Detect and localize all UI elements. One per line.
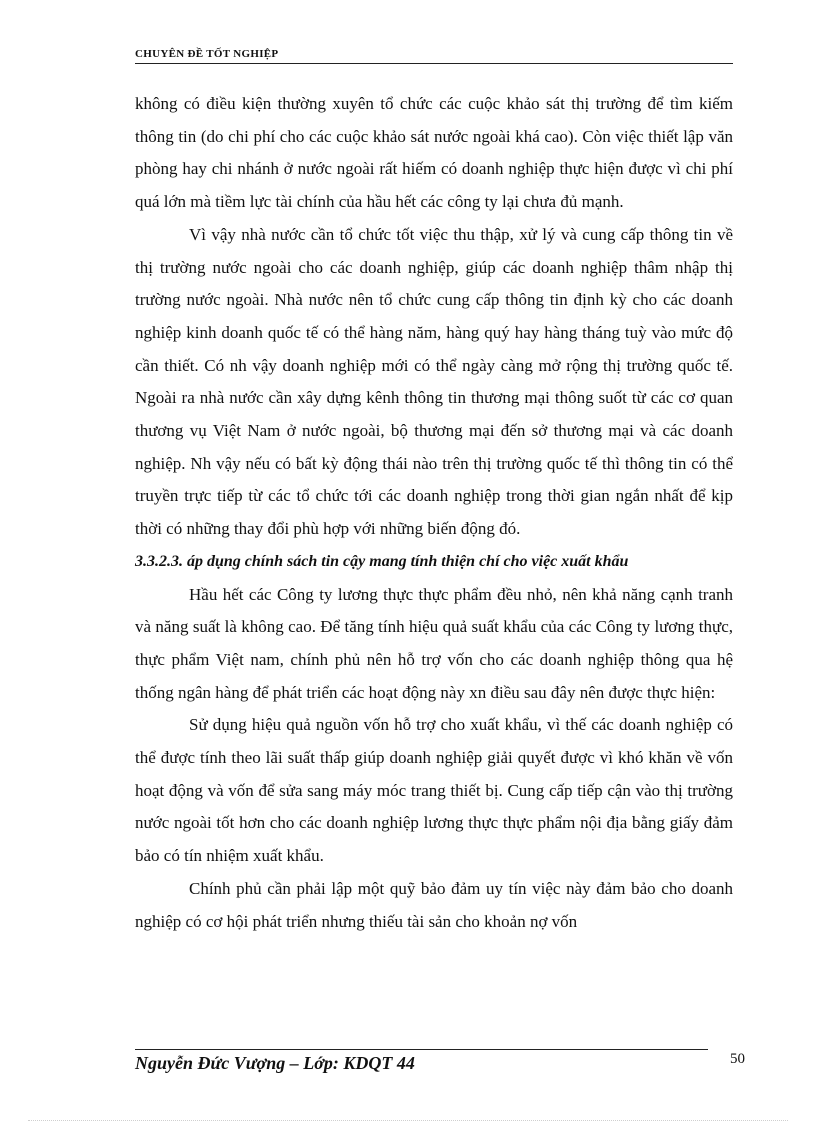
paragraph-2: Vì vậy nhà nước cần tổ chức tốt việc thu thập, xử lý và cung cấp thông tin về thị trường nước ngoài cho các doanh nghiệp, giúp các doanh nghiệp thâm nhập thị trường nước ngoài. Nhà nước nên tổ chức cung cấp thông tin định kỳ cho các doanh nghiệp kinh doanh quốc tế có thể hàng năm, hàng quý hay hàng tháng tuỳ vào mức độ cần thiết. Có nh vậy doanh nghiệp mới có thể ngày càng mở rộng thị trường quốc tế. Ngoài ra nhà nước cần xây dựng kênh thông tin thương mại thông suốt từ các cơ quan thương vụ Việt Nam ở nước ngoài, bộ thương mại đến sở thương mại và các doanh nghiệp. Nh vậy nếu có bất kỳ động thái nào trên thị trường quốc tế thì thông tin có thể truyền trực tiếp từ các tổ chức tới các doanh nghiệp trong thời gian ngắn nhất để kịp thời có những thay đổi phù hợp với những biến động đó. (135, 224, 733, 539)
paragraph-5: Chính phủ cần phải lập một quỹ bảo đảm uy tín việc này đảm bảo cho doanh nghiệp có cơ hội phát triển nhưng thiếu tài sản cho khoản nợ vốn (135, 878, 733, 931)
footer-author: Nguyễn Đức Vượng – Lớp: KDQT 44 (135, 1053, 415, 1073)
body-text (135, 88, 733, 938)
paragraph-1: không có điều kiện thường xuyên tổ chức các cuộc khảo sát thị trường để tìm kiếm thông tin (do chi phí cho các cuộc khảo sát nước ngoài khá cao). Còn việc thiết lập văn phòng hay chi nhánh ở nước ngoài rất hiếm có doanh nghiệp thực hiện được vì chi phí quá lớn mà tiềm lực tài chính của hầu hết các công ty lại chưa đủ mạnh. (135, 94, 733, 212)
paragraph-4: Sử dụng hiệu quả nguồn vốn hỗ trợ cho xuất khẩu, vì thế các doanh nghiệp có thể được tính theo lãi suất thấp giúp doanh nghiệp giải quyết được vì khó khăn về vốn hoạt động và vốn để sửa sang máy móc trang thiết bị. Cung cấp tiếp cận vào thị trường nước ngoài tốt hơn cho các doanh nghiệp lương thực thực phẩm nội địa bằng giấy đảm bảo có tín nhiệm xuất khẩu. (135, 715, 733, 866)
page-edge-dotted-line (28, 1120, 788, 1121)
page-number: 50 (730, 1051, 745, 1067)
footer-divider (135, 1049, 708, 1050)
paragraph-3: Hầu hết các Công ty lương thực thực phẩm đều nhỏ, nên khả năng cạnh tranh và năng suất là không cao. Để tăng tính hiệu quả suất khẩu của các Công ty lương thực, thực phẩm Việt nam, chính phủ nên hỗ trợ vốn cho các doanh nghiệp thông qua hệ thống ngân hàng để phát triển các hoạt động này xn điều sau đây nên được thực hiện: (135, 584, 733, 702)
section-heading: 3.3.2.3. áp dụng chính sách tin cậy mang tính thiện chí cho việc xuất khẩu (135, 552, 629, 570)
running-header: CHUYÊN ĐỀ TỐT NGHIỆP (135, 47, 733, 64)
